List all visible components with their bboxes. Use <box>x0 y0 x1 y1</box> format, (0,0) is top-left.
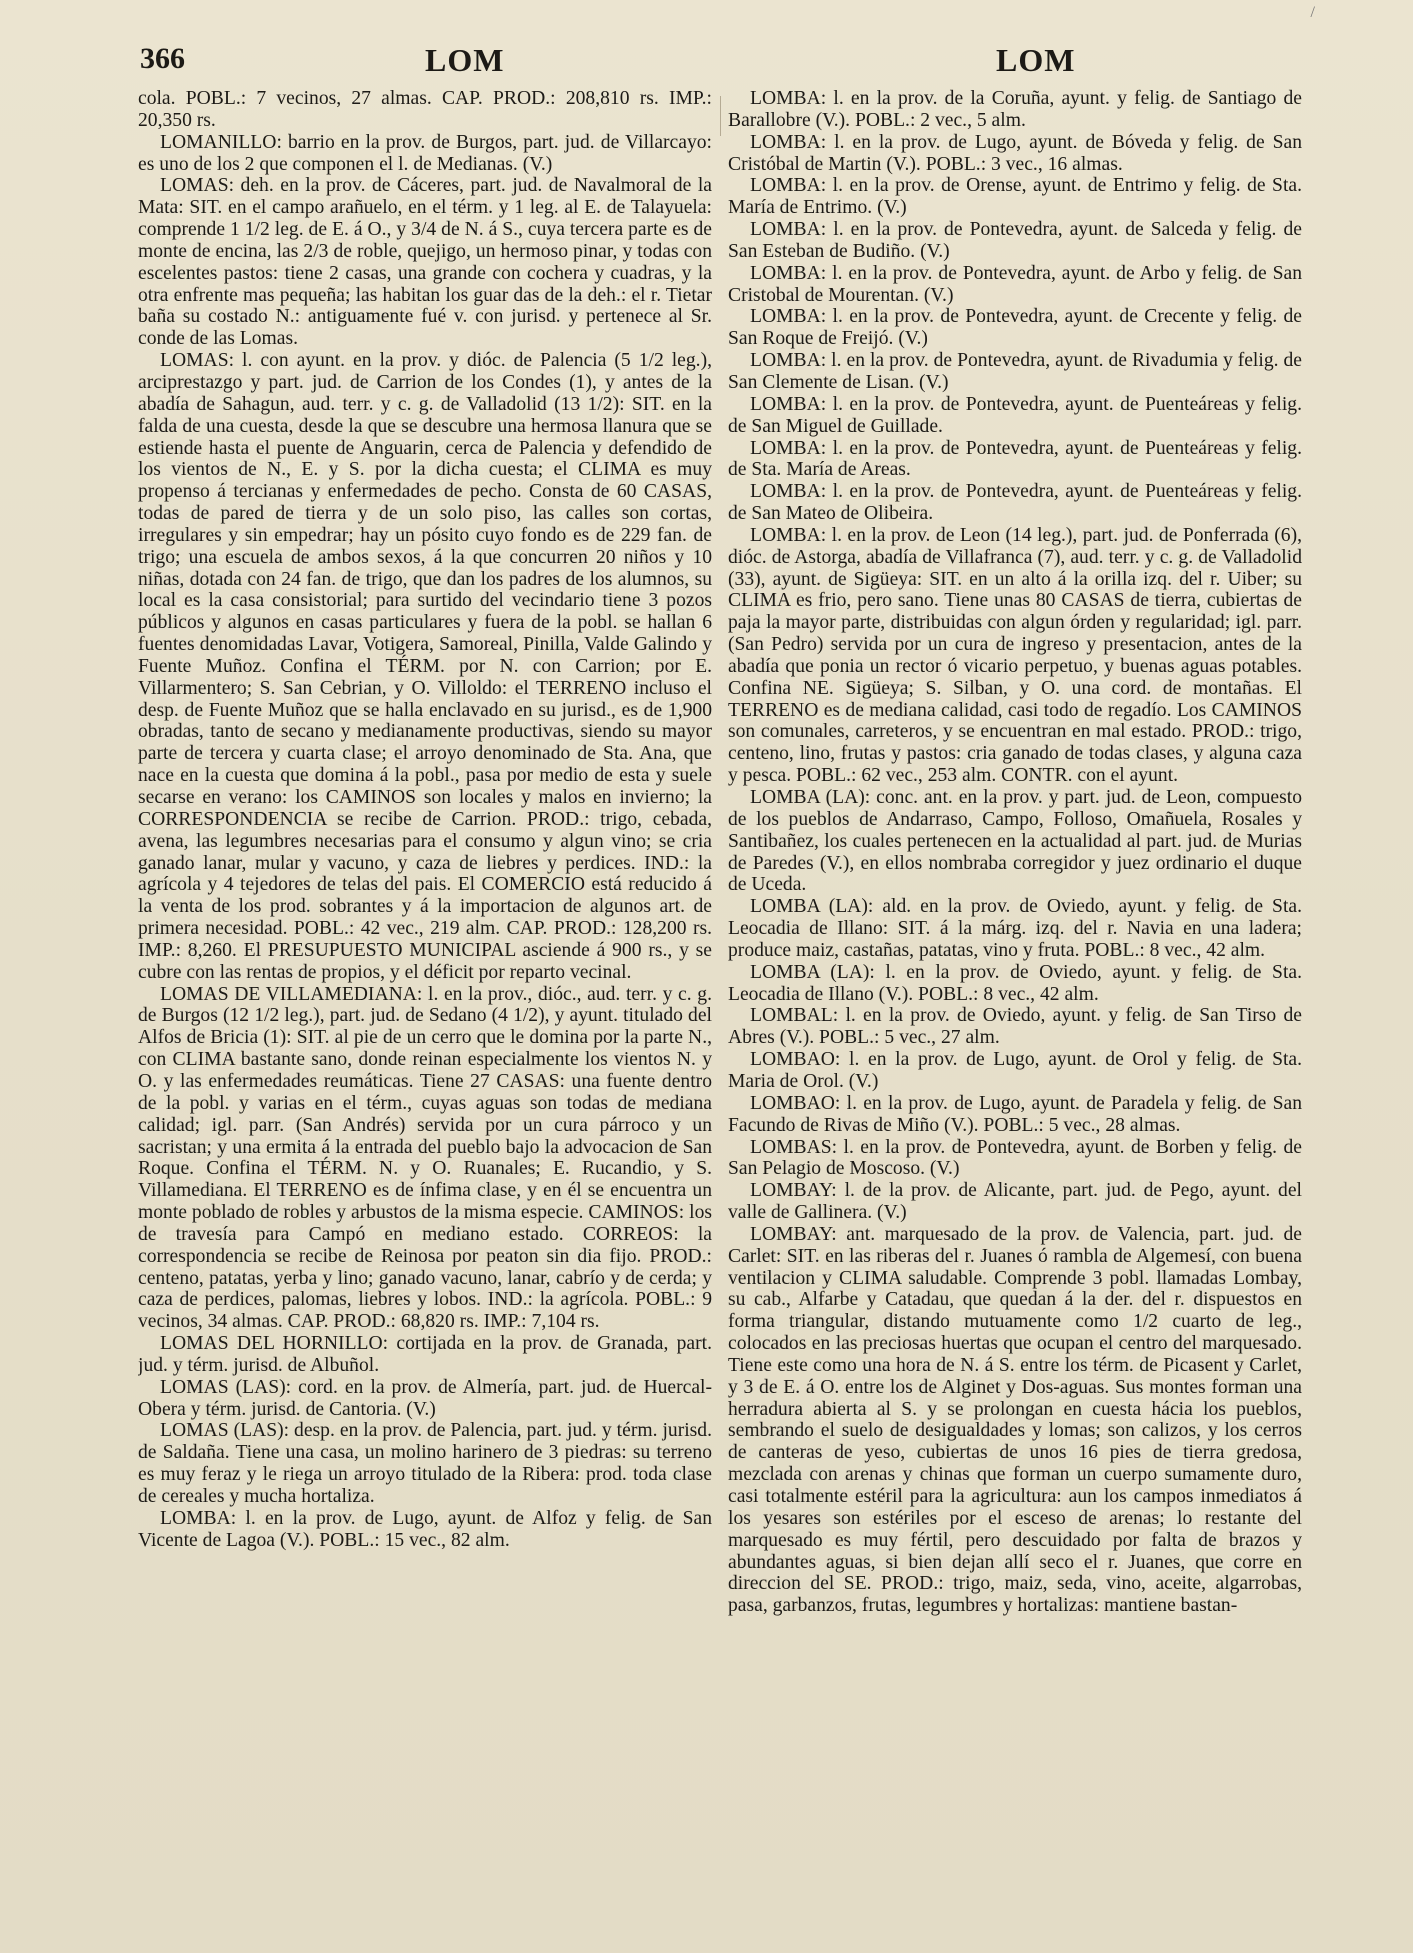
entry-paragraph: cola. POBL.: 7 vecinos, 27 almas. CAP. PROD.: 208,810 rs. IMP.: 20,350 rs. <box>138 88 712 131</box>
entry-paragraph: LOMAS DE VILLAMEDIANA: l. en la prov., dióc., aud. terr. y c. g. de Burgos (12 1/2 leg.), part. jud. de Sedano (4 1/2), y ayunt. titulado del Alfos de Bricia (1): SIT. al pie de un cerro que le domina por la parte N., con CLIMA bastante sano, donde reinan especialmente los vientos N. y O. y las enfermedades reumáticas. Tiene 27 CASAS: una fuente dentro de la pobl. y varias en el térm., cuyas aguas son todas de mediana calidad; igl. parr. (San Andrés) servida por un cura párroco y un sacristan; y una ermita á la entrada del pueblo bajo la advocacion de San Roque. Confina el TÉRM. N. y O. Ruanales; E. Rucandio, y S. Villamediana. El TERRENO es de ínfima clase, y en él se encuentra un monte poblado de robles y arbustos de la misma especie. CAMINOS: los de travesía para Campó en mediano estado. CORREOS: la correspondencia se recibe de Reinosa por peaton sin dia fijo. PROD.: centeno, patatas, yerba y lino; ganado vacuno, lanar, cabrío y de cerda; y caza de perdices, palomas, liebres y lobos. IND.: la agrícola. POBL.: 9 vecinos, 34 almas. CAP. PROD.: 68,820 rs. IMP.: 7,104 rs. <box>138 983 712 1333</box>
entry-paragraph: LOMBA: l. en la prov. de Pontevedra, ayunt. de Arbo y felig. de San Cristobal de Mourentan. (V.) <box>728 262 1302 306</box>
entry-paragraph: LOMBA: l. en la prov. de Lugo, ayunt. de Bóveda y felig. de San Cristóbal de Martin (V.). POBL.: 3 vec., 16 almas. <box>728 131 1302 175</box>
entry-paragraph: LOMBAO: l. en la prov. de Lugo, ayunt. de Orol y felig. de Sta. Maria de Orol. (V.) <box>728 1049 1302 1092</box>
entry-paragraph: LOMBA: l. en la prov. de Pontevedra, ayunt. de Salceda y felig. de San Esteban de Budiño. (V.) <box>728 219 1302 262</box>
entry-paragraph: LOMAS (LAS): desp. en la prov. de Palencia, part. jud. y térm. jurisd. de Saldaña. Tiene una casa, un molino harinero de 3 piedras: su terreno es muy feraz y le riega un arroyo titulado de la Ribera: prod. toda clase de cereales y mucha hortaliza. <box>138 1420 712 1507</box>
entry-paragraph: LOMBA: l. en la prov. de Pontevedra, ayunt. de Puenteáreas y felig. de San Miguel de Guillade. <box>728 393 1302 437</box>
entry-paragraph: LOMAS: l. con ayunt. en la prov. y dióc. de Palencia (5 1/2 leg.), arciprestazgo y part. jud. de Carrion de los Condes (1), y antes de la abadía de Sahagun, aud. terr. y c. g. de Valladolid (13 1/2): SIT. en la falda de una cuesta, desde la que se descubre una hermosa llanura que se estiende hasta el puente de Anguarin, cerca de Palencia y defendido de los vientos de N., E. y S. por la dicha cuesta; el CLIMA es muy propenso á tercianas y enfermedades de pecho. Consta de 60 CASAS, todas de pared de tierra y de un solo piso, las calles son cortas, irregulares y sin empedrar; hay un pósito cuyo fondo es de 229 fan. de trigo; una escuela de ambos sexos, á la que concurren 20 niños y 10 niñas, dotada con 24 fan. de trigo, que dan los padres de los alumnos, su local es la casa consistorial; para surtido del vecindario tiene 3 pozos públicos y algunos en casas particulares y fuera de la pobl. se hallan 6 fuentes denomidadas Lavar, Votigera, Samoreal, Pinilla, Valde Galindo y Fuente Muñoz. Confina el TÉRM. por N. con Carrion; por E. Villarmentero; S. San Cebrian, y O. Villoldo: el TERRENO incluso el desp. de Fuente Muñoz que se halla enclavado en su jurisd., es de 1,900 obradas, tanto de secano y medianamente productivas, siendo su mayor parte de tercera y cuarta clase; el arroyo denominado de Sta. Ana, que nace en la cuesta que domina á la pobl., pasa por medio de esta y suele secarse en verano: los CAMINOS son locales y malos en invierno; la CORRESPONDENCIA se recibe de Carrion. PROD.: trigo, cebada, avena, las legumbres necesarias para el consumo y algun vino; se cria ganado lanar, mular y vacuno, y caza de liebres y perdices. IND.: la agrícola y 4 tejedores de telas del pais. El COMERCIO está reducido á la venta de los prod. sobrantes y á la importacion de algunos art. de primera necesidad. POBL.: 42 vec., 219 alm. CAP. PROD.: 128,200 rs. IMP.: 8,260. El PRESUPUESTO MUNICIPAL asciende á 900 rs., y se cubre con las rentas de propios, y el déficit por reparto vecinal. <box>138 350 712 983</box>
entry-paragraph: LOMANILLO: barrio en la prov. de Burgos, part. jud. de Villarcayo: es uno de los 2 que componen el l. de Medianas. (V.) <box>138 131 712 175</box>
entry-paragraph: LOMBAL: l. en la prov. de Oviedo, ayunt. y felig. de San Tirso de Abres (V.). POBL.: 5 vec., 27 alm. <box>728 1005 1302 1049</box>
entry-paragraph: LOMBA (LA): l. en la prov. de Oviedo, ayunt. y felig. de Sta. Leocadia de Illano (V.). POBL.: 8 vec., 42 alm. <box>728 961 1302 1005</box>
entry-paragraph: LOMBAS: l. en la prov. de Pontevedra, ayunt. de Borben y felig. de San Pelagio de Moscoso. (V.) <box>728 1136 1302 1180</box>
entry-paragraph: LOMBA: l. en la prov. de Pontevedra, ayunt. de Rivadumia y felig. de San Clemente de Lisan. (V.) <box>728 350 1302 393</box>
left-running-head: LOM <box>425 42 505 78</box>
corner-mark: / <box>1310 4 1315 21</box>
entry-paragraph: LOMAS: deh. en la prov. de Cáceres, part. jud. de Navalmoral de la Mata: SIT. en el campo arañuelo, en el térm. y 1 leg. al E. de Talayuela: comprende 1 1/2 leg. de E. á O., y 3/4 de N. á S., cuya tercera parte es de monte de encina, las 2/3 de roble, quejigo, un hermoso pinar, y todas con escelentes pastos: tiene 2 casas, una grande con cochera y cuadras, y la otra enfrente mas pequeña; las habitan los guar das de la deh.: el r. Tietar baña su costado N.: antiguamente fué v. con jurisd. y pertenece al Sr. conde de las Lomas. <box>138 175 712 350</box>
page-number: 366 <box>140 42 185 75</box>
left-column <box>138 88 712 1923</box>
entry-paragraph: LOMBA: l. en la prov. de Lugo, ayunt. de Alfoz y felig. de San Vicente de Lagoa (V.). POBL.: 15 vec., 82 alm. <box>138 1507 712 1551</box>
column-divider <box>720 96 721 136</box>
entry-paragraph: LOMBA: l. en la prov. de Pontevedra, ayunt. de Crecente y felig. de San Roque de Freijó. (V.) <box>728 306 1302 350</box>
entry-paragraph: LOMBAY: l. de la prov. de Alicante, part. jud. de Pego, ayunt. del valle de Gallinera. (V.) <box>728 1180 1302 1224</box>
entry-paragraph: LOMAS (LAS): cord. en la prov. de Almería, part. jud. de Huercal-Obera y térm. jurisd. de Cantoria. (V.) <box>138 1376 712 1420</box>
entry-paragraph: LOMBA: l. en la prov. de Orense, ayunt. de Entrimo y felig. de Sta. María de Entrimo. (V.) <box>728 175 1302 219</box>
entry-paragraph: LOMBAY: ant. marquesado de la prov. de Valencia, part. jud. de Carlet: SIT. en las riberas del r. Juanes ó rambla de Algemesí, con buena ventilacion y CLIMA saludable. Comprende 3 pobl. llamadas Lombay, su cab., Alfarbe y Catadau, que quedan á la der. del r. dispuestos en forma triangular, distando mutuamente como 1/2 cuarto de leg., colocados en las preciosas huertas que ocupan el centro del marquesado. Tiene este como una hora de N. á S. entre los térm. de Picasent y Carlet, y 3 de E. á O. entre los de Alginet y Dos-aguas. Sus montes forman una herradura abierta al S. y se prolongan en cuesta hácia los pueblos, sembrando el suelo de desigualdades y lomas; son calizos, y los cerros de canteras de yeso, cubiertas de unos 16 pies de tierra gredosa, mezclada con arenas y chinas que forman un cuerpo sumamente duro, casi totalmente estéril para la agricultura: aun los campos inmediatos á los yesares son estériles por el esceso de arenas; lo restante del marquesado es muy fértil, pero descuidado por falta de brazos y abundantes aguas, si bien dejan allí seco el r. Juanes, que corre en direccion del SE. PROD.: trigo, maiz, seda, vino, aceite, algarrobas, pasa, garbanzos, frutas, legumbres y hortalizas: mantiene bastan- <box>728 1223 1302 1617</box>
right-running-head: LOM <box>996 42 1076 78</box>
right-column <box>728 88 1302 1923</box>
entry-paragraph: LOMBA (LA): conc. ant. en la prov. y part. jud. de Leon, compuesto de los pueblos de Andarraso, Campo, Folloso, Omañuela, Rosales y Santibañez, los cuales pertenecen en la actualidad al part. jud. de Murias de Paredes (V.), en ellos nombraba corregidor y juez ordinario el duque de Uceda. <box>728 787 1302 896</box>
entry-paragraph: LOMBA: l. en la prov. de Pontevedra, ayunt. de Puenteáreas y felig. de Sta. María de Areas. <box>728 437 1302 481</box>
entry-paragraph: LOMBA: l. en la prov. de Pontevedra, ayunt. de Puenteáreas y felig. de San Mateo de Olibeira. <box>728 481 1302 525</box>
entry-paragraph: LOMBAO: l. en la prov. de Lugo, ayunt. de Paradela y felig. de San Facundo de Rivas de Miño (V.). POBL.: 5 vec., 28 almas. <box>728 1092 1302 1136</box>
entry-paragraph: LOMBA: l. en la prov. de la Coruña, ayunt. y felig. de Santiago de Barallobre (V.). POBL.: 2 vec., 5 alm. <box>728 88 1302 131</box>
page-header <box>140 42 1270 86</box>
entry-paragraph: LOMAS DEL HORNILLO: cortijada en la prov. de Granada, part. jud. y térm. jurisd. de Albuñol. <box>138 1333 712 1376</box>
entry-paragraph: LOMBA: l. en la prov. de Leon (14 leg.), part. jud. de Ponferrada (6), dióc. de Astorga, abadía de Villafranca (7), aud. terr. y c. g. de Valladolid (33), ayunt. de Sigüeya: SIT. en un alto á la orilla izq. del r. Uiber; su CLIMA es frio, pero sano. Tiene unas 80 CASAS de tierra, cubiertas de paja la mayor parte, distribuidas con algun órden y regularidad; igl. parr. (San Pedro) servida por un cura de ingreso y presentacion, antes de la abadía que ponia un rector ó vicario perpetuo, y buenas aguas potables. Confina NE. Sigüeya; S. Silban, y O. una cord. de montañas. El TERRENO es de mediana calidad, casi todo de regadío. Los CAMINOS son comunales, carreteros, y se encuentran en mal estado. PROD.: trigo, centeno, lino, frutas y pastos: cria ganado de todas clases, y alguna caza y pesca. POBL.: 62 vec., 253 alm. CONTR. con el ayunt. <box>728 524 1302 787</box>
entry-paragraph: LOMBA (LA): ald. en la prov. de Oviedo, ayunt. y felig. de Sta. Leocadia de Illano: SIT. á la márg. izq. del r. Navia en una ladera; produce maiz, castañas, patatas, vino y fruta. POBL.: 8 vec., 42 alm. <box>728 896 1302 961</box>
